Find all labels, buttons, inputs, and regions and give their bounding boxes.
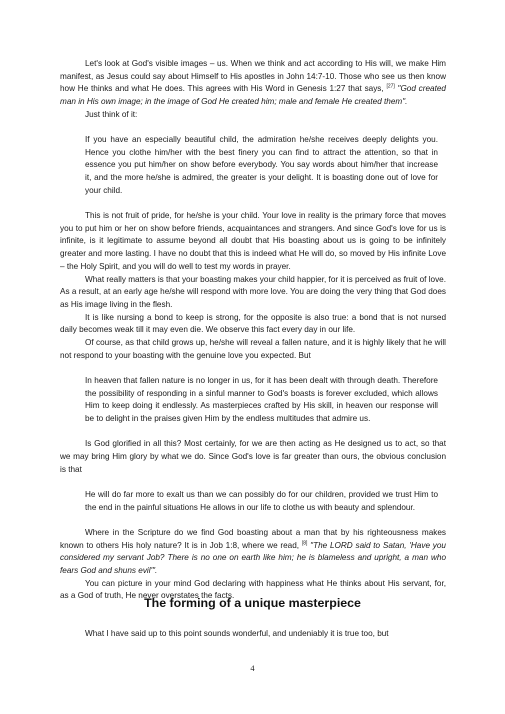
scripture-quote: "God created man in His own image; in the image of God He created him; male and female He created them". <box>60 84 446 107</box>
body-text <box>60 58 446 603</box>
paragraph: Is God glorified in all this? Most certainly, for we are then acting as He designed us to act, so that we may bring Him glory by what we do. Since God's love is far greater than ours, the obvious conclusion is that <box>60 439 446 474</box>
paragraph-text: Let's look at God's visible images – us. When we think and act according to His will, we make Him manifest, as Jesus could say about Himself to His apostles in John 14:7-10. Those who see us then know how He thinks and what He does. This agrees with His Word in Genesis 1:27 that says, <box>60 59 446 94</box>
paragraph: What really matters is that your boasting makes your child happier, for it is perceived as fruit of love. As a result, at an early age he/she will respond with more love. You are doing the very thing that God does as His image living in the flesh. <box>60 274 446 309</box>
section-heading: The forming of a unique masterpiece <box>144 596 361 610</box>
block-quote: He will do far more to exalt us than we can possibly do for our children, provided we trust Him to the end in the painful situations He allows in our life to clothe us with beauty and splendour. <box>85 489 438 512</box>
paragraph-text: Where in the Scripture do we find God boasting about a man that by his righteousness makes known to others His holy nature? It is in Job 1:8, where we read, <box>60 527 446 550</box>
block-quote: In heaven that fallen nature is no longer in us, for it has been dealt with through death. Therefore the possibility of responding in a sinful manner to God's boasts is forever excluded, which allows Him to keep doing it endlessly. As masterpieces crafted by His skill, in heaven our response will be to delight in the praises given Him by the endless multitudes that admire us. <box>85 375 438 424</box>
paragraph: This is not fruit of pride, for he/she is your child. Your love in reality is the primary force that moves you to put him or her on show before friends, acquaintances and strangers. And since God's love for us is infinite, is it legitimate to assume beyond all doubt that His boasting about us is going to be infinitely greater and more lasting. I have no doubt that this is indeed what He will do, so moved by His infinite Love – the Holy Spirit, and you will do well to test my words in prayer. <box>60 211 446 271</box>
paragraph: Just think of it: <box>85 109 138 119</box>
paragraph <box>60 58 446 109</box>
scripture-quote: "The LORD said to Satan, 'Have you considered my servant Job? There is no one on earth like him; he is blameless and upright, a man who fears God and shuns evil'". <box>60 540 446 575</box>
paragraph: Of course, as that child grows up, he/she will reveal a fallen nature, and it is highly likely that he will not respond to your boasting with the genuine love you expected. But <box>60 338 446 360</box>
footnote-reference: [8] <box>301 539 308 546</box>
paragraph: It is like nursing a bond to keep is strong, for the opposite is also true: a bond that is not nursed daily becomes weak till it may even die. We observe this fact every day in our life. <box>60 312 446 335</box>
paragraph <box>60 527 446 578</box>
paragraph: You can picture in your mind God declaring with happiness what He thinks about His servant, for, as a God of truth, He never overstates the facts. <box>60 578 446 601</box>
footnote-reference: [27] <box>386 83 395 90</box>
paragraph-text: What I have said up to this point sounds wonderful, and undeniably it is true too, but <box>85 629 389 638</box>
page-number: 4 <box>250 664 255 673</box>
paragraph <box>60 628 446 641</box>
block-quote: If you have an especially beautiful child, the admiration he/she receives deeply delights you. Hence you clothe him/her with the best finery you can find to attract the attention, so that in essence you put him/her on show before everybody. You say words about him/her that increase it, and the more he/she is admired, the greater is your delight. It is boasting done out of love for your child. <box>85 135 438 195</box>
